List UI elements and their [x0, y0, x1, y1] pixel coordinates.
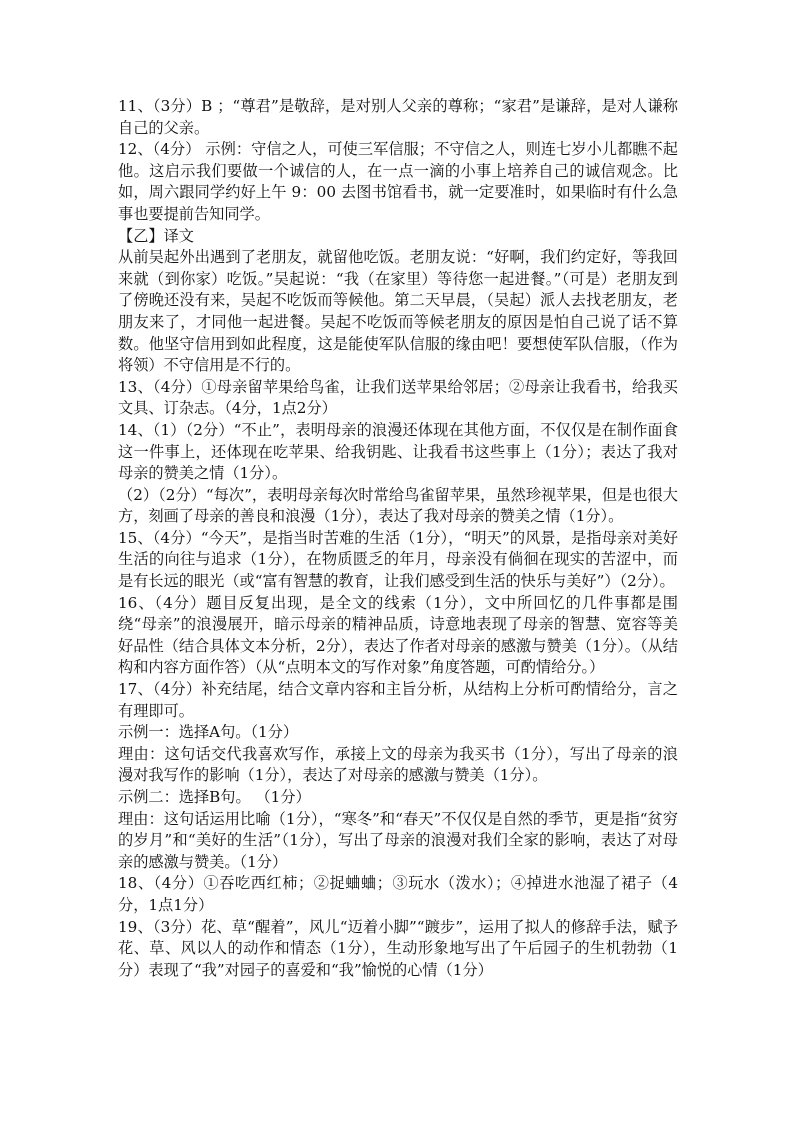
example-1-choice: 示例一：选择A句。（1分）: [118, 723, 299, 742]
example-2-choice: 示例二：选择B句。 （1分）: [118, 788, 311, 806]
answer-16: 16、（4分）题目反复出现，是全文的线索（1分），文中所回忆的几件事都是围绕“母亲”的浪漫展开，暗示母亲的精神品质，诗意地表现了母亲的智慧、宽容等美好品性（结合具体文本分析，2分），表达了作者对母亲的感激与赞美（1分）。（从结构和内容方面作答）（从“点明本文的写作对象”角度答题，可酌情给分。）: [118, 593, 678, 677]
answer-14-part-2: （2）（2分）“每次”，表明母亲每次时常给鸟雀留苹果，虽然珍视苹果，但是也很大方，刻画了母亲的善良和浪漫（1分），表达了我对母亲的赞美之情（1分）。: [118, 485, 678, 526]
answer-14-part-1: 14、（1）（2分）“不止”，表明母亲的浪漫还体现在其他方面，不仅仅是在制作面食这一件事上，还体现在吃苹果、给我钥匙、让我看书这些事上（1分）；表达了我对母亲的赞美之情（1分）。: [118, 420, 678, 483]
answer-12: 12、（4分） 示例：守信之人，可使三军信服；不守信之人，则连七岁小儿都瞧不起他。这启示我们要做一个诚信的人，在一点一滴的小事上培养自己的诚信观念。比如，周六跟同学约好上午 9：00 去图书馆看书，就一定要准时，如果临时有什么急事也要提前告知同学。: [118, 140, 678, 223]
answer-11: 11、（3分）B ；“尊君”是敬辞，是对别人父亲的尊称；“家君”是谦辞，是对人谦称自己的父亲。: [118, 97, 678, 137]
answer-13: 13、（4分）①母亲留苹果给鸟雀，让我们送苹果给邻居；②母亲让我看书，给我买文具、订杂志。（4分，1点2分）: [118, 377, 678, 418]
example-2-reason: 理由：这句话运用比喻（1分），“寒冬”和“春天”不仅仅是自然的季节，更是指“贫穷的岁月”和“美好的生活”（1分），写出了母亲的浪漫对我们全家的影响，表达了对母亲的感激与赞美。（1分）: [118, 809, 678, 871]
answer-document: [118, 96, 678, 981]
example-1-reason: 理由：这句话交代我喜欢写作，承接上文的母亲为我买书（1分），写出了母亲的浪漫对我写作的影响（1分），表达了对母亲的感激与赞美（1分）。: [118, 744, 678, 785]
answer-17: 17、（4分）补充结尾，结合文章内容和主旨分析，从结构上分析可酌情给分，言之有理即可。: [118, 680, 678, 720]
answer-19: 19、（3分）花、草“醒着”，风儿“迈着小脚”“踱步”，运用了拟人的修辞手法，赋予花、草、风以人的动作和情态（1分），生动形象地写出了午后园子的生机勃勃（1分）表现了“我”对园子的喜爱和“我”愉悦的心情（1分）: [118, 917, 678, 979]
answer-15: 15、（4分）“今天”，是指当时苦难的生活（1分），“明天”的风景，是指母亲对美好生活的向往与追求（1分），在物质匮乏的年月，母亲没有倘徊在现实的苦涩中，而是有长远的眼光（或“富有智慧的教育，让我们感受到生活的快乐与美好”）（2分）。: [118, 528, 678, 591]
section-heading-translation: 【乙】译文: [118, 226, 194, 245]
answer-18: 18、（4分）①吞吃西红柿；②捉蛐蛐；③玩水（泼水）；④掉进水池湿了裙子（4分，1点1分）: [118, 874, 678, 914]
translation-text: 从前吴起外出遇到了老朋友，就留他吃饭。老朋友说：“好啊，我们约定好，等我回来就（到你家）吃饭。”吴起说：“我（在家里）等待您一起进餐。”（可是）老朋友到了傍晚还没有来，吴起不吃饭而等候他。第二天早晨，（吴起）派人去找老朋友，老朋友来了，才同他一起进餐。吴起不吃饭而等候老朋友的原因是怕自己说了话不算数。他坚守信用到如此程度，这是能使军队信服的缘由吧！要想使军队信服，（作为将领）不守信用是不行的。: [118, 248, 678, 375]
